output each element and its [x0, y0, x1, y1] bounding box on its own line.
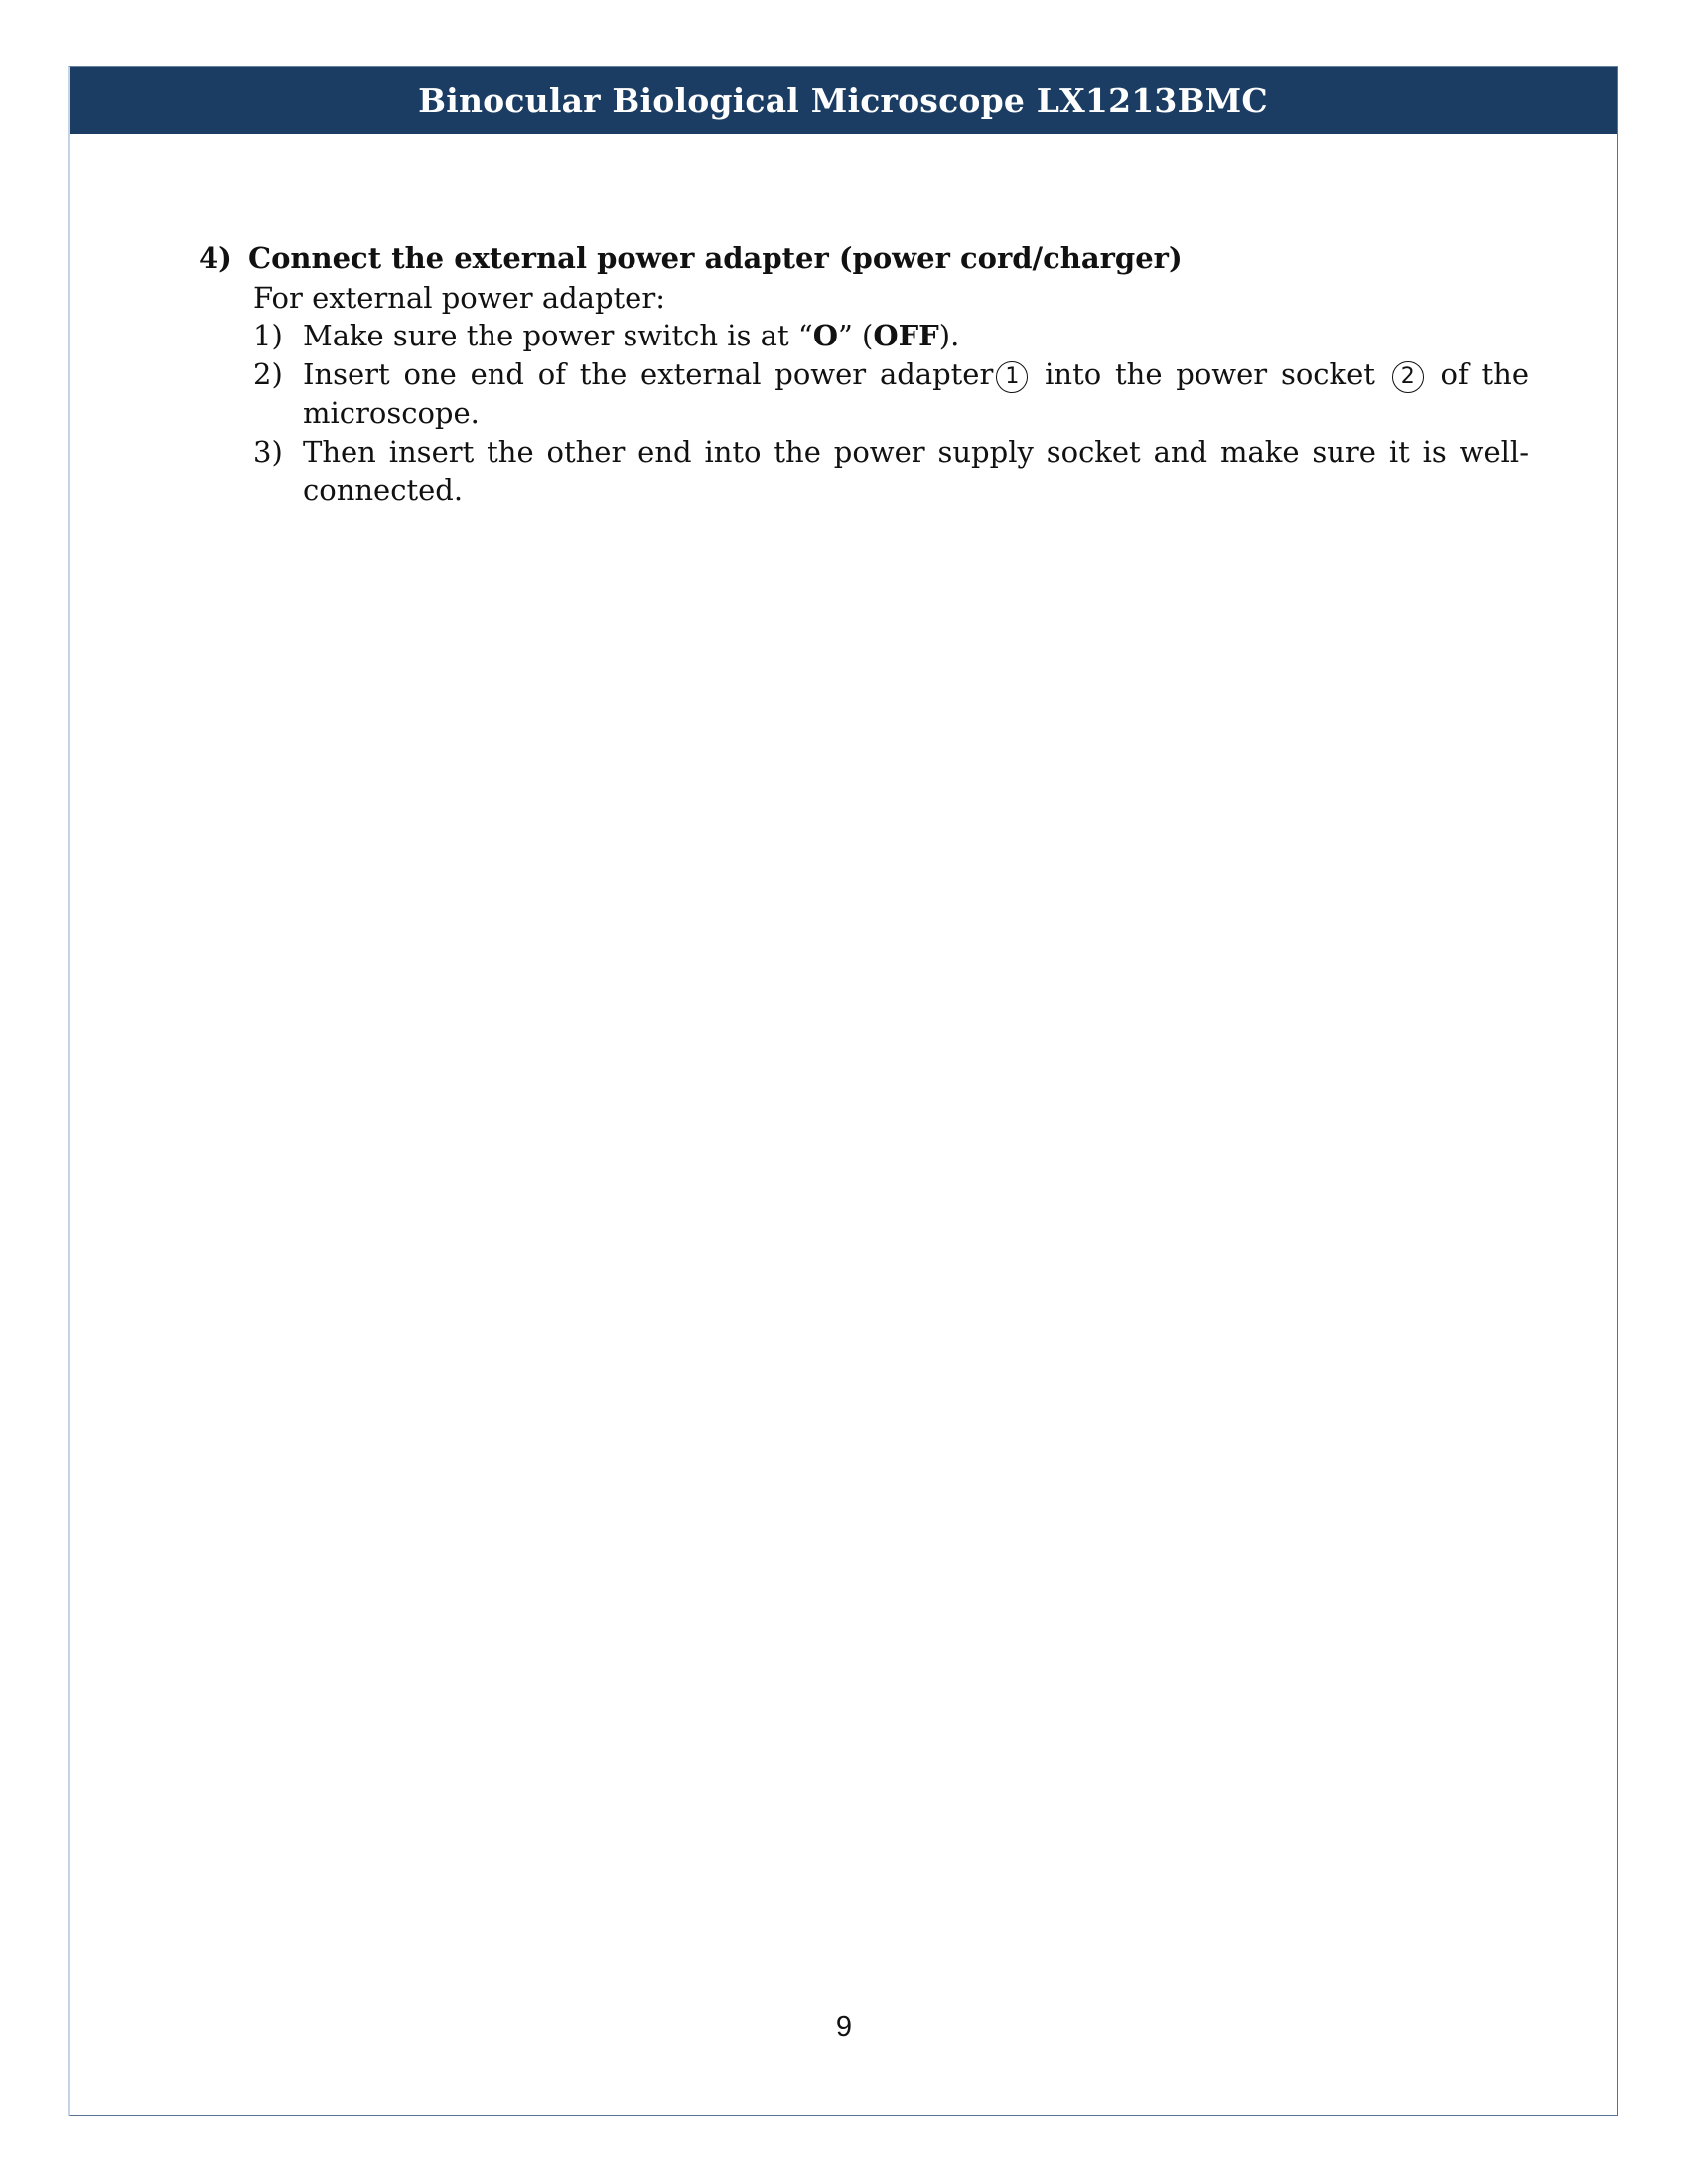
step-number: 2): [253, 357, 283, 391]
step-number: 3): [253, 435, 283, 469]
section-intro: For external power adapter:: [253, 281, 665, 315]
switch-state: OFF: [873, 319, 939, 352]
page-number: 9: [835, 2011, 853, 2043]
document-title: Binocular Biological Microscope LX1213BMC: [418, 80, 1268, 120]
step-text: Then insert the other end into the power supply socket and make sure it is well-connected.: [303, 435, 1529, 507]
step-text-part: Make sure the power switch is at “: [303, 319, 813, 352]
step-text: [303, 355, 1529, 433]
header-bar: [70, 67, 1617, 134]
step-item: [253, 317, 1529, 355]
step-item: [253, 433, 1529, 510]
section-number: 4): [199, 241, 232, 275]
step-text-part: Insert one end of the external power adapter: [303, 357, 994, 391]
step-number: 1): [253, 319, 283, 352]
section-heading-text: Connect the external power adapter (power cord/charger): [248, 241, 1183, 275]
step-text-part: ” (: [837, 319, 874, 352]
step-text-part: of the microscope.: [303, 357, 1529, 430]
step-text-part: ).: [938, 319, 960, 352]
switch-symbol: O: [812, 319, 838, 352]
circled-number-marker: 2: [1392, 361, 1424, 393]
steps-list: [253, 317, 1529, 510]
step-text: [303, 317, 1529, 355]
circled-number-marker: 1: [996, 361, 1028, 393]
step-text-part: into the power socket: [1031, 357, 1389, 391]
section-heading: [199, 238, 1183, 278]
step-item: [253, 355, 1529, 433]
